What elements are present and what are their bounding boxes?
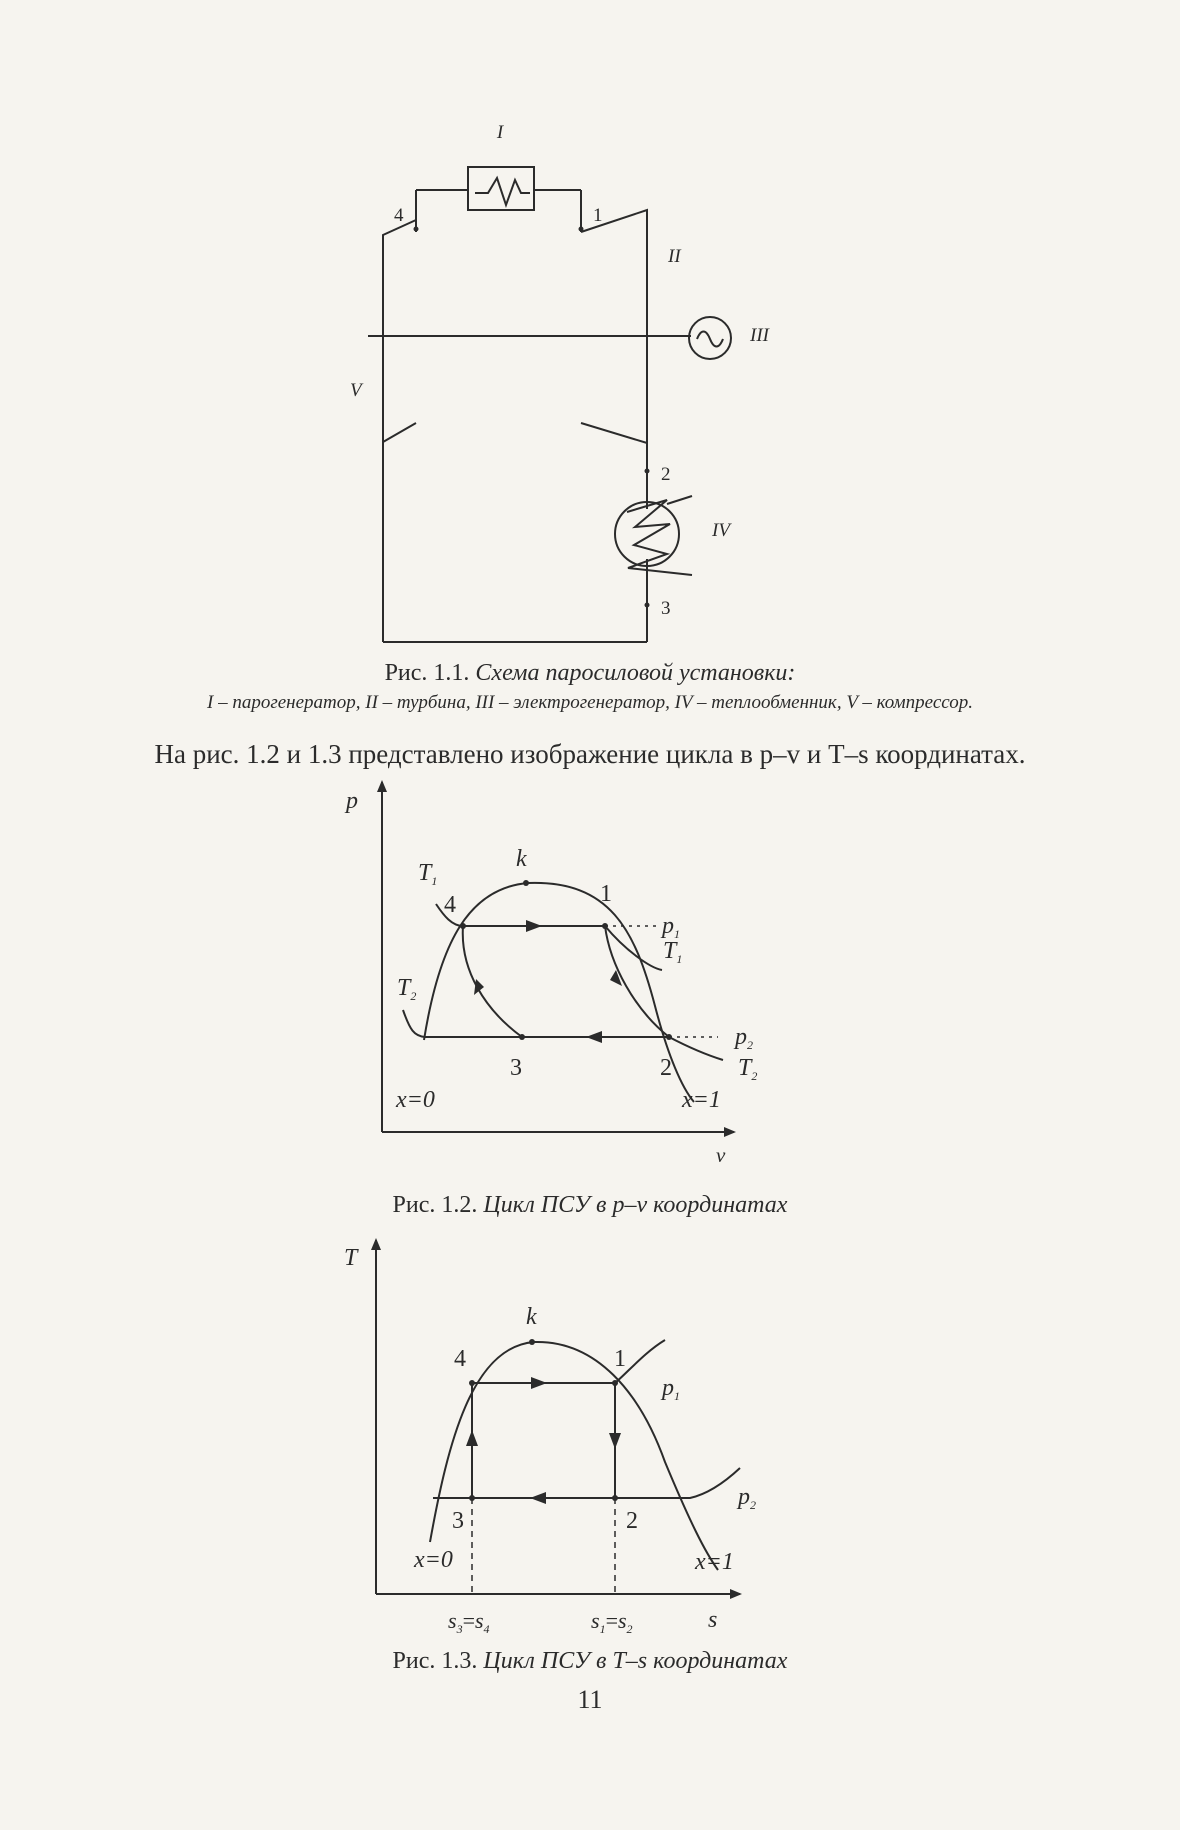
pv-label-x1: x=1 [682,1087,721,1113]
pv-label-p2: $p_2$ [735,1024,753,1052]
pv-point-k-dot [523,880,529,886]
fig2-caption-prefix: Рис. 1.2. [392,1192,478,1218]
ts-label-s1-s2: $s_1=s_2$ [591,1608,633,1636]
figure-1-1-caption [0,660,1180,687]
ts-label-s: s [708,1607,718,1633]
fig3-caption-title: Цикл ПСУ в T–s координатах [483,1648,788,1674]
pv-saturation-dome [424,883,694,1102]
pv-label-p1: $p_1$ [662,913,680,941]
pv-process-3-4 [463,926,522,1037]
ts-label-2: 2 [626,1508,638,1534]
figure-1-2-caption [0,1192,1180,1219]
ts-label-4: 4 [454,1346,466,1372]
figure-1-2-pv-diagram [0,780,1180,1200]
ts-arrow-3-4 [466,1430,478,1446]
label-I: I [496,122,504,143]
compressor-body [383,220,416,442]
point-4-dot [414,227,419,232]
ts-saturation-dome [430,1342,718,1570]
ts-label-x1: x=1 [695,1549,734,1575]
ts-point-k-dot [529,1339,535,1345]
point-3-dot [645,603,650,608]
pv-point-4-dot [460,923,466,929]
fig1-caption-prefix: Рис. 1.1. [384,660,470,686]
ts-label-p2: $p_2$ [738,1484,756,1512]
ts-arrow-1-2 [609,1433,621,1449]
pv-label-k: k [516,846,527,872]
pv-arrow-2-3 [586,1031,602,1043]
label-point-3: 3 [661,598,671,619]
label-point-1: 1 [593,205,603,226]
figure-1-3-ts-diagram [0,1232,1180,1652]
label-V: V [350,380,362,401]
pv-label-v: v [716,1143,726,1167]
heat-exchanger-inlet [667,496,692,504]
pv-label-T1-right: $T_1$ [663,938,683,966]
page-number: 11 [577,1685,603,1714]
pv-label-2: 2 [660,1055,672,1081]
ts-label-k: k [526,1304,537,1330]
ts-arrow-2-3 [530,1492,546,1504]
fig3-caption-prefix: Рис. 1.3. [392,1648,478,1674]
ts-label-p1: $p_1$ [662,1375,680,1403]
pv-label-3: 3 [510,1055,522,1081]
pv-point-2-dot [666,1034,672,1040]
pv-label-x0: x=0 [396,1087,435,1113]
fig1-caption-title: Схема паросиловой установки: [475,660,796,686]
pv-label-p: p [346,788,358,814]
pv-point-1-dot [602,923,608,929]
pv-label-4: 4 [444,892,456,918]
pv-label-T1-left: $T_1$ [418,860,438,888]
pv-label-T2-left: $T_2$ [397,975,417,1003]
ts-label-x0: x=0 [414,1547,453,1573]
ts-label-1: 1 [614,1346,626,1372]
figure-1-3-caption [0,1648,1180,1675]
pv-point-3-dot [519,1034,525,1040]
generator-sine-icon [697,332,723,347]
ts-label-T: T [344,1245,358,1271]
fig2-caption-title: Цикл ПСУ в p–v координатах [483,1192,788,1218]
ts-arrow-4-1 [531,1377,547,1389]
point-1-dot [579,227,584,232]
figure-1-1-legend: I – парогенератор, II – турбина, III – электрогенератор, IV – теплообменник, V – компрессор. [207,692,973,713]
ts-label-s3-s4: $s_3=s_4$ [448,1608,490,1636]
ts-point-3-dot [469,1495,475,1501]
pv-arrow-1-2 [610,970,622,986]
pv-arrow-4-1 [526,920,542,932]
pv-label-1: 1 [600,881,612,907]
ts-label-3: 3 [452,1508,464,1534]
ts-isobar-p2 [433,1468,740,1498]
ts-point-4-dot [469,1380,475,1386]
label-IV: IV [712,520,730,541]
label-point-2: 2 [661,464,671,485]
ts-point-1-dot [612,1380,618,1386]
turbine-body [581,210,647,443]
label-point-4: 4 [394,205,404,226]
body-paragraph: На рис. 1.2 и 1.3 представлено изображение цикла в p–v и T–s координатах. [154,739,1026,769]
steam-generator-coil [475,178,530,205]
label-II: II [668,246,681,267]
ts-point-2-dot [612,1495,618,1501]
pv-arrow-3-4 [474,979,484,995]
heat-exchanger [615,502,679,566]
pv-label-T2-right: $T_2$ [738,1055,758,1083]
point-2-dot [645,469,650,474]
figure-1-1-scheme [0,0,1180,660]
pv-isotherm-T2 [403,1010,723,1060]
label-III: III [750,325,769,346]
